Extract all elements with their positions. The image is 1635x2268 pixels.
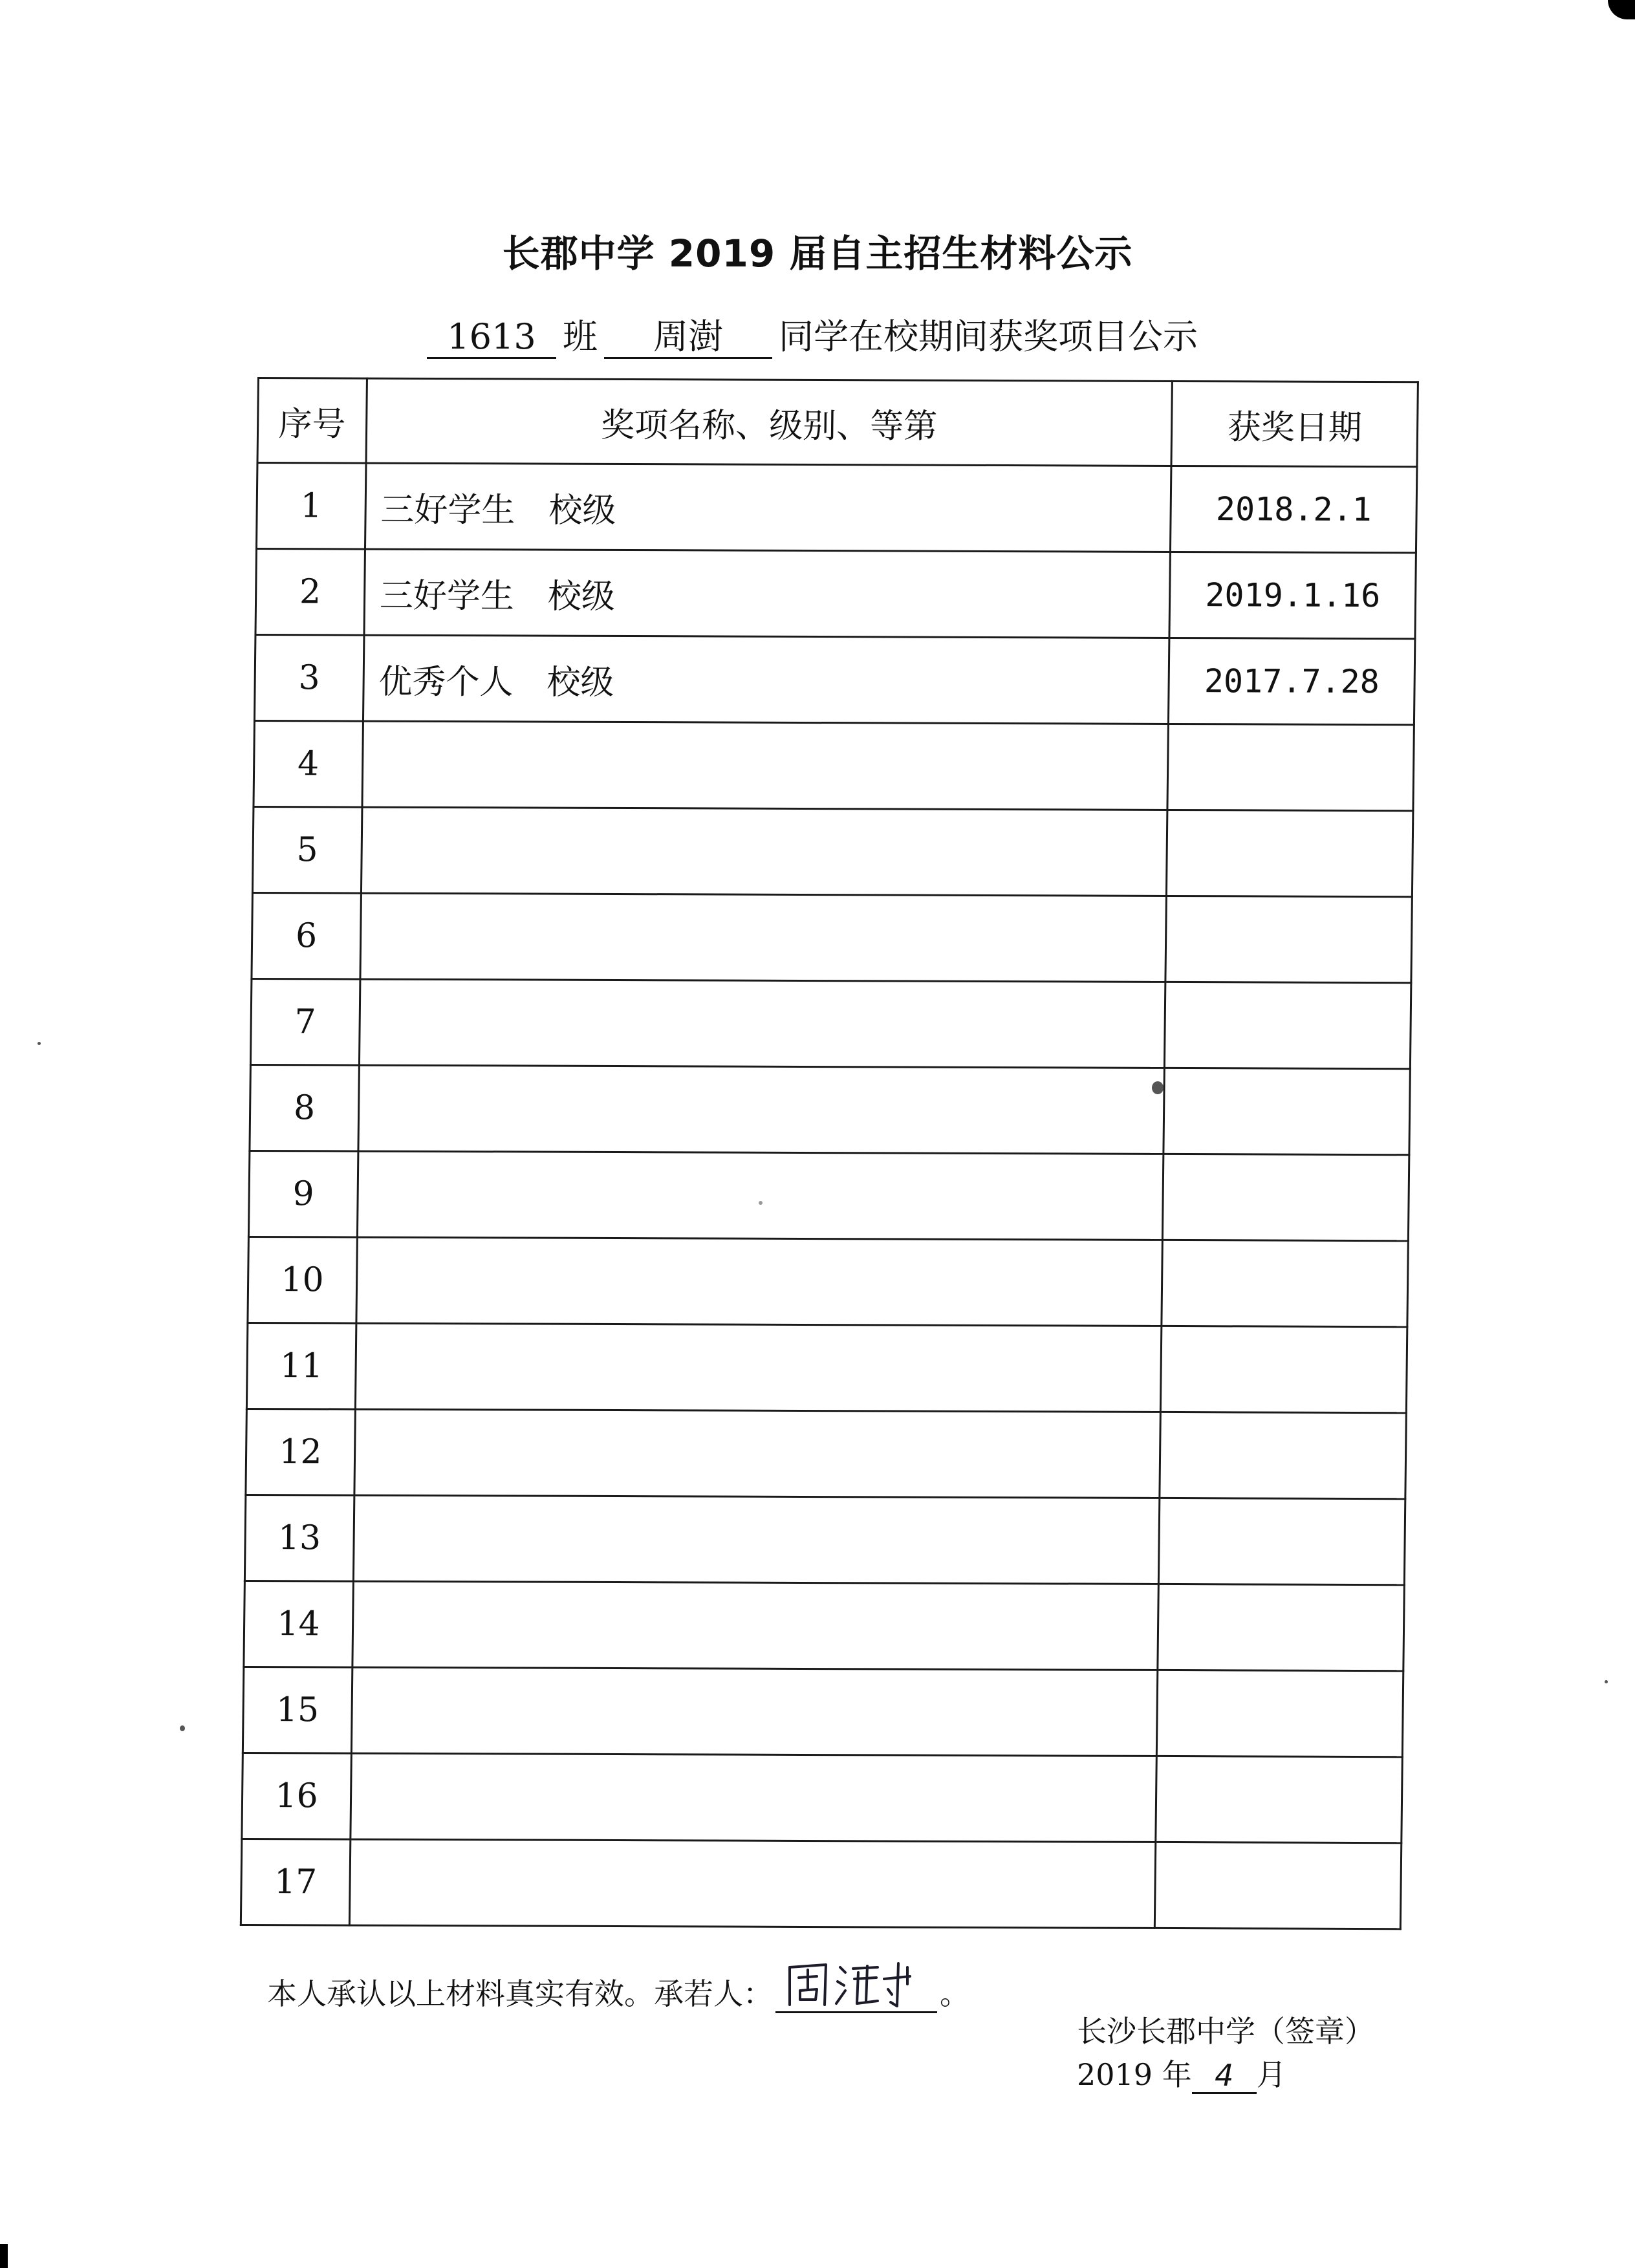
award-name-cell bbox=[362, 721, 1169, 810]
row-number: 3 bbox=[254, 635, 363, 722]
school-seal-label: 长沙长郡中学（签章） bbox=[1077, 2014, 1374, 2049]
award-rows bbox=[241, 463, 1417, 1929]
award-date: 2019.1.16 bbox=[1205, 576, 1381, 615]
header-number: 序号 bbox=[257, 378, 367, 464]
award-name-cell bbox=[358, 1065, 1165, 1154]
table-row bbox=[252, 807, 1413, 897]
scan-speck bbox=[38, 1042, 41, 1045]
award-date-cell bbox=[1159, 1498, 1405, 1584]
table-row bbox=[244, 1495, 1405, 1584]
row-number: 8 bbox=[250, 1064, 359, 1151]
award-name-cell bbox=[357, 1151, 1164, 1240]
header-award-name: 奖项名称、级别、等第 bbox=[366, 378, 1173, 466]
award-name-cell bbox=[360, 893, 1167, 982]
award-name-cell bbox=[354, 1409, 1161, 1498]
date-month-field: 4 bbox=[1192, 2059, 1257, 2094]
award-name-cell bbox=[351, 1667, 1158, 1756]
award-name-cell bbox=[351, 1753, 1157, 1842]
award-name: 三好学生 校级 bbox=[379, 576, 616, 616]
table-row bbox=[242, 1753, 1402, 1842]
award-name-cell bbox=[353, 1495, 1160, 1584]
row-number: 7 bbox=[250, 978, 360, 1065]
signature-field bbox=[775, 1953, 937, 2013]
row-number: 12 bbox=[246, 1409, 355, 1495]
table-row bbox=[250, 1064, 1410, 1154]
table-row bbox=[244, 1581, 1404, 1670]
date-month-suffix: 月 bbox=[1256, 2057, 1286, 2092]
table-header-row bbox=[257, 378, 1418, 467]
pledge-text: 本人承认以上材料真实有效。承若人： bbox=[267, 1976, 773, 2011]
table-row bbox=[248, 1237, 1408, 1326]
award-name-cell bbox=[365, 463, 1171, 552]
award-name-cell bbox=[363, 635, 1169, 724]
table-row bbox=[256, 463, 1416, 553]
award-date: 2018.2.1 bbox=[1215, 490, 1372, 529]
row-number: 14 bbox=[244, 1581, 353, 1667]
award-date-cell bbox=[1161, 1326, 1407, 1412]
award-date-cell bbox=[1163, 1154, 1409, 1240]
row-number: 9 bbox=[248, 1150, 358, 1237]
award-date-cell bbox=[1169, 552, 1416, 638]
award-date-cell bbox=[1171, 466, 1417, 552]
table-row bbox=[248, 1150, 1409, 1240]
table-row bbox=[250, 978, 1411, 1068]
table-row bbox=[254, 721, 1414, 811]
scan-speck bbox=[180, 1725, 185, 1731]
award-name-cell bbox=[349, 1839, 1156, 1928]
scan-edge-mark bbox=[0, 2244, 8, 2268]
row-number: 15 bbox=[243, 1667, 352, 1753]
award-date-cell bbox=[1157, 1670, 1403, 1756]
subtitle-line bbox=[427, 309, 1204, 359]
award-table bbox=[240, 377, 1419, 1930]
class-suffix: 班 bbox=[563, 316, 598, 357]
table-row bbox=[252, 893, 1412, 983]
table-row bbox=[243, 1667, 1403, 1756]
award-date-cell bbox=[1167, 810, 1413, 896]
award-date-cell bbox=[1165, 982, 1411, 1068]
row-number: 2 bbox=[255, 549, 365, 636]
table-row bbox=[246, 1323, 1407, 1412]
subtitle-suffix: 同学在校期间获奖项目公示 bbox=[779, 316, 1198, 357]
row-number: 5 bbox=[252, 807, 362, 894]
award-date-cell bbox=[1160, 1412, 1406, 1498]
award-date-cell bbox=[1155, 1842, 1402, 1928]
scan-speck bbox=[1152, 1081, 1164, 1094]
header-award-date: 获奖日期 bbox=[1171, 381, 1418, 466]
page-title: 长郡中学 2019 届自主招生材料公示 bbox=[502, 232, 1133, 275]
row-number: 17 bbox=[241, 1839, 350, 1925]
row-number: 1 bbox=[256, 463, 365, 550]
pledge-end: 。 bbox=[940, 1976, 969, 2011]
award-date-cell bbox=[1156, 1756, 1402, 1842]
row-number: 6 bbox=[252, 893, 361, 980]
scan-speck bbox=[1605, 1680, 1608, 1683]
award-name: 优秀个人 校级 bbox=[378, 662, 614, 702]
pledge-line bbox=[267, 1953, 969, 2013]
award-name-cell bbox=[364, 549, 1171, 638]
award-name-cell bbox=[359, 979, 1165, 1068]
award-date-cell bbox=[1167, 724, 1414, 810]
class-number-field: 1613 bbox=[427, 317, 556, 359]
row-number: 10 bbox=[248, 1237, 357, 1323]
handwritten-signature bbox=[781, 1953, 936, 2010]
row-number: 4 bbox=[254, 721, 363, 808]
scan-edge-mark bbox=[1608, 0, 1635, 19]
award-date-cell bbox=[1164, 1068, 1410, 1154]
award-name-cell bbox=[361, 807, 1167, 896]
table-row bbox=[255, 549, 1416, 639]
date-year: 2019 年 bbox=[1077, 2057, 1192, 2092]
award-name-cell bbox=[356, 1237, 1163, 1326]
student-name-field: 周澍 bbox=[604, 317, 772, 359]
table-row bbox=[246, 1409, 1406, 1498]
award-name: 三好学生 校级 bbox=[380, 490, 616, 530]
date-line bbox=[1077, 2051, 1286, 2094]
award-name-cell bbox=[352, 1581, 1159, 1670]
award-date-cell bbox=[1158, 1584, 1404, 1670]
award-date-cell bbox=[1169, 638, 1415, 724]
award-date: 2017.7.28 bbox=[1204, 662, 1380, 701]
award-date-cell bbox=[1162, 1240, 1408, 1326]
table-row bbox=[254, 635, 1414, 725]
award-date-cell bbox=[1165, 896, 1412, 982]
award-name-cell bbox=[355, 1323, 1162, 1412]
row-number: 16 bbox=[242, 1753, 351, 1839]
row-number: 13 bbox=[244, 1495, 354, 1581]
row-number: 11 bbox=[246, 1323, 356, 1409]
scan-speck bbox=[759, 1201, 763, 1205]
table-row bbox=[241, 1839, 1401, 1928]
